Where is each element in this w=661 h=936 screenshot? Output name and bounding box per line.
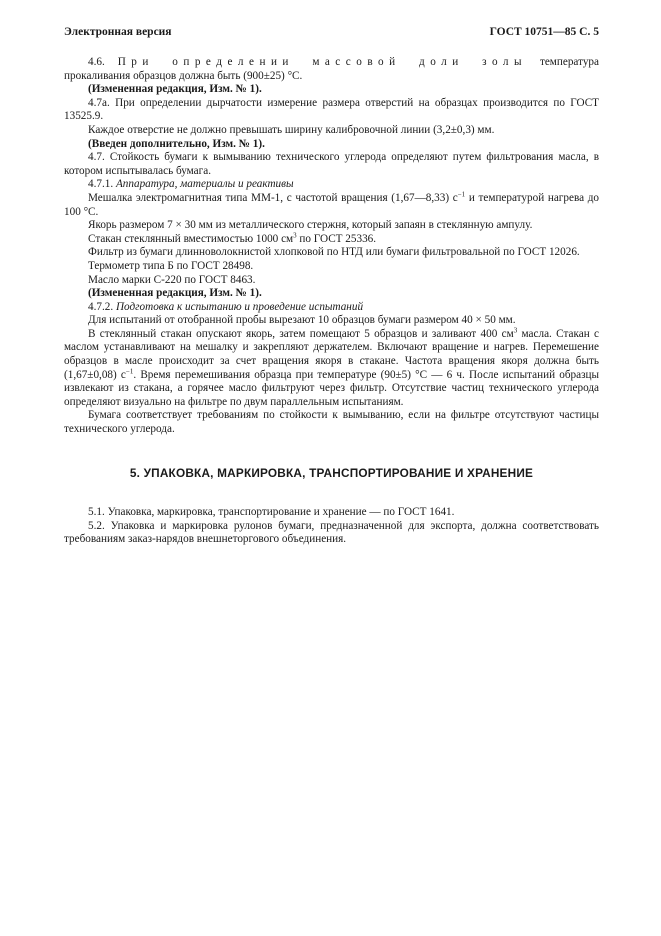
paragraph-4-7a-hole: Каждое отверстие не должно превышать ширину калибровочной линии (3,2±0,3) мм.	[88, 123, 495, 136]
paragraph-5-2: 5.2. Упаковка и маркировка рулонов бумаги, предназначенной для экспорта, должна соответствовать требованиям заказ-нарядов внешнеторгового объединения.	[64, 519, 599, 546]
amendment-note: (Измененная редакция, Изм. № 1).	[88, 83, 262, 96]
paragraph-4-7: 4.7. Стойкость бумаги к вымыванию технического углерода определяют путем фильтрования масла, в котором испытывалась бумага.	[64, 151, 599, 177]
section-5-title: 5. УПАКОВКА, МАРКИРОВКА, ТРАНСПОРТИРОВАНИЕ И ХРАНЕНИЕ	[129, 465, 534, 480]
paragraph-samples: Для испытаний от отобранной пробы вырезают 10 образцов бумаги размером 40 × 50 мм.	[88, 314, 516, 327]
paragraph-mixer	[64, 192, 599, 219]
clause-number: 4.7.1.	[88, 178, 114, 191]
paragraph-oil: Масло марки С-220 по ГОСТ 8463.	[88, 273, 256, 286]
paragraph-4-6	[64, 56, 599, 83]
subsection-title: Подготовка к испытанию и проведение испытаний	[115, 300, 364, 313]
beaker-text-end: по ГОСТ 25336.	[296, 232, 377, 245]
paragraph-anchor: Якорь размером 7 × 30 мм из металлического стержня, который запаян в стеклянную ампулу.	[88, 219, 533, 232]
procedure-text-mid: масла. Стакан с маслом устанавливают на мешалку и закрепляют держателем. Включают вращение и нагрев. Перемешение образцов в масле происходит за счет вращения якоря в стакане. Частота вращения якоря должна быть (1,67±0,08) с	[64, 327, 600, 381]
paragraph-4-7-1	[64, 178, 599, 192]
superscript: −1	[457, 190, 466, 199]
amendment-note: (Введен дополнительно, Изм. № 1).	[88, 137, 265, 150]
header-left: Электронная версия	[64, 26, 172, 38]
paragraph-text: температура прокаливания образцов должна быть (900±25) °С.	[64, 56, 599, 82]
paragraph-procedure	[64, 328, 599, 410]
paragraph-filter: Фильтр из бумаги длинноволокнистой хлопковой по НТД или бумаги фильтровальной по ГОСТ 12026.	[88, 246, 580, 259]
beaker-text: Стакан стеклянный вместимостью 1000 см	[88, 232, 294, 245]
clause-number: 4.7.2.	[88, 300, 114, 313]
document-body	[64, 56, 599, 547]
procedure-text: В стеклянный стакан опускают якорь, затем помещают 5 образцов и заливают 400 см	[88, 327, 514, 340]
superscript: −1	[125, 366, 134, 375]
mixer-text-end: и температурой нагрева до 100 °С.	[64, 191, 599, 218]
superscript: 3	[513, 326, 518, 335]
paragraph-beaker	[64, 230, 599, 247]
subsection-title: Аппаратура, материалы и реактивы	[115, 178, 294, 191]
paragraph-4-7a: 4.7а. При определении дырчатости измерение размера отверстий на образцах производится по ГОСТ 13525.9.	[64, 96, 599, 123]
header-right: ГОСТ 10751—85 С. 5	[489, 26, 599, 38]
paragraph-result: Бумага соответствует требованиям по стойкости к вымыванию, если на фильтре отсутствуют частицы технического углерода.	[64, 409, 599, 436]
superscript: 3	[293, 230, 297, 239]
procedure-text-end: . Время перемешивания образца при температуре (90±5) °С — 6 ч. После испытаний образцы извлекают из стакана, а горячее масло фильтруют через фильтр. Отсутствие частиц технического углерода определяют визуально на фильтре по двум параллельным испытаниям.	[64, 368, 599, 408]
spaced-heading: При определении массовой доли золы	[117, 56, 528, 68]
amendment-note: (Измененная редакция, Изм. № 1).	[88, 287, 262, 300]
clause-number: 4.6.	[88, 56, 105, 68]
mixer-text: Мешалка электромагнитная типа ММ-1, с частотой вращения (1,67—8,33) с	[88, 191, 458, 204]
paragraph-5-1: 5.1. Упаковка, маркировка, транспортирование и хранение — по ГОСТ 1641.	[88, 506, 455, 519]
paragraph-4-7-2	[64, 301, 599, 315]
paragraph-thermometer: Термометр типа Б по ГОСТ 28498.	[88, 259, 254, 272]
